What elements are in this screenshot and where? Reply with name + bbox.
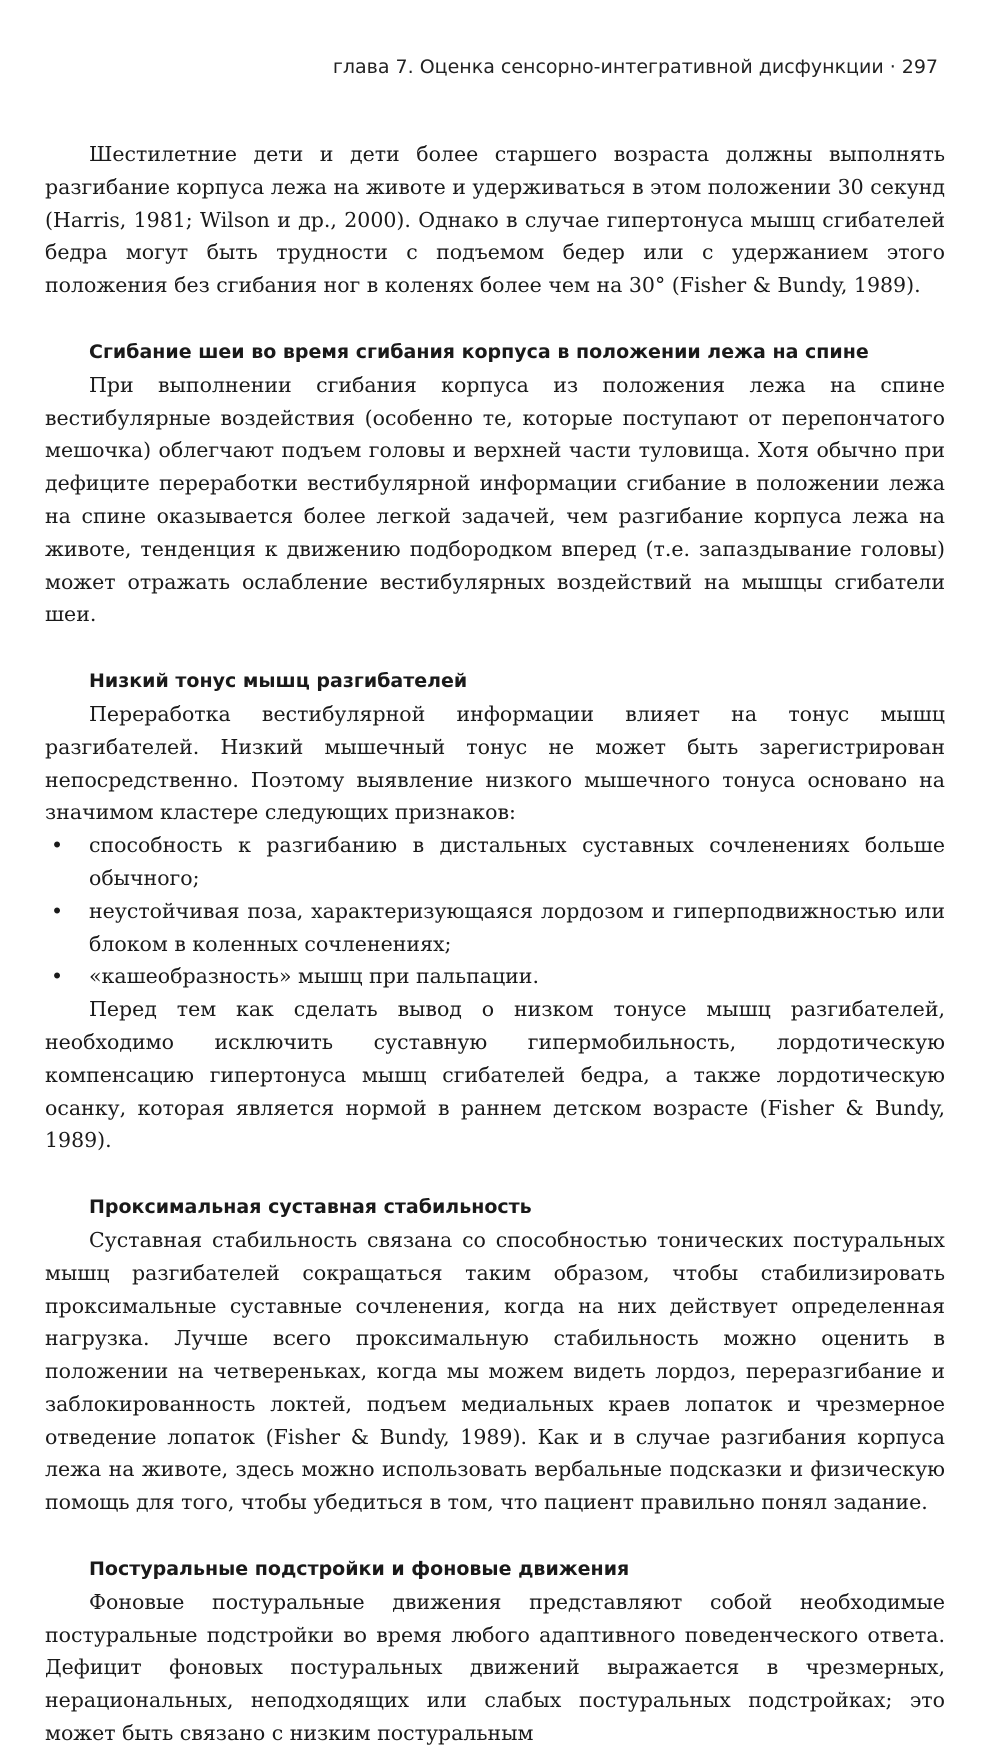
section-heading: Проксимальная суставная стабильность: [89, 1196, 532, 1219]
section-proximal-stability: [45, 1191, 945, 1519]
section-heading: Низкий тонус мышц разгибателей: [89, 670, 468, 693]
section-neck-flexion: [45, 336, 945, 631]
separator-dot: ·: [889, 56, 896, 78]
intro-paragraph: Шестилетние дети и дети более старшего возраста должны выполнять разгибание корпуса лежа на животе и удерживаться в этом положении 30 секунд (Harris, 1981; Wilson и др., 2000). Однако в случае гипертонуса мышц сгибателей бедра могут быть трудности с подъемом бедер или с удержанием этого положения без сгибания ног в коленях более чем на 30° (Fisher & Bundy, 1989).: [45, 142, 945, 298]
section-paragraph: Переработка вестибулярной информации влияет на тонус мышц разгибателей. Низкий мышечный тонус не может быть зарегистрирован непосредственно. Поэтому выявление низкого мышечного тонуса основано на значимом кластере следующих признаков:: [45, 701, 945, 825]
section-paragraph: Фоновые постуральные движения представляют собой необходимые постуральные подстройки во время любого адаптивного поведенческого ответа. Дефицит фоновых постуральных движений выражается в чрезмерных, нерациональных, неподходящих или слабых постуральных подстройках; это может быть связано с низким постуральным: [45, 1589, 945, 1746]
list-item: • способность к разгибанию в дистальных суставных сочленениях больше обычного;: [45, 829, 945, 895]
list-item: • «кашеобразность» мышц при пальпации.: [45, 960, 945, 993]
page-number: 297: [901, 56, 938, 78]
list-item: • неустойчивая поза, характеризующаяся лордозом и гиперподвижностью или блоком в коленных сочленениях;: [45, 895, 945, 961]
body-text: [45, 138, 945, 1750]
section-paragraph: При выполнении сгибания корпуса из положения лежа на спине вестибулярные воздействия (особенно те, которые поступают от перепончатого мешочка) облегчают подъем головы и верхней части туловища. Хотя обычно при дефиците переработки вестибулярной информации сгибание в положении лежа на спине оказывается более легкой задачей, чем разгибание корпуса лежа на животе, тенденция к движению подбородком вперед (т.е. запаздывание головы) может отражать ослабление вестибулярных воздействий на мышцы сгибатели шеи.: [45, 372, 945, 627]
section-paragraph-after-list: Перед тем как сделать вывод о низком тонусе мышц разгибателей, необходимо исключить суставную гипермобильность, лордотическую компенсацию гипертонуса мышц сгибателей бедра, а также лордотическую осанку, которая является нормой в раннем детском возрасте (Fisher & Bundy, 1989).: [45, 997, 945, 1153]
running-title: глава 7. Оценка сенсорно-интегративной дисфункции: [332, 56, 884, 78]
section-paragraph: Суставная стабильность связана со способностью тонических постуральных мышц разгибателей сокращаться таким образом, чтобы стабилизировать проксимальные суставные сочленения, когда на них действует определенная нагрузка. Лучше всего проксимальную стабильность можно оценить в положении на четвереньках, когда мы можем видеть лордоз, переразгибание и заблокированность локтей, подъем медиальных краев лопаток и чрезмерное отведение лопаток (Fisher & Bundy, 1989). Как и в случае разгибания корпуса лежа на животе, здесь можно использовать вербальные подсказки и физическую помощь для того, чтобы убедиться в том, что пациент правильно понял задание.: [45, 1227, 945, 1515]
section-low-extensor-tone: [45, 665, 945, 1157]
signs-list: [45, 829, 945, 993]
section-heading: Постуральные подстройки и фоновые движения: [89, 1558, 630, 1581]
section-heading: Сгибание шеи во время сгибания корпуса в положении лежа на спине: [89, 340, 869, 363]
section-postural-adjustments: [45, 1553, 945, 1750]
running-head: [333, 56, 938, 78]
